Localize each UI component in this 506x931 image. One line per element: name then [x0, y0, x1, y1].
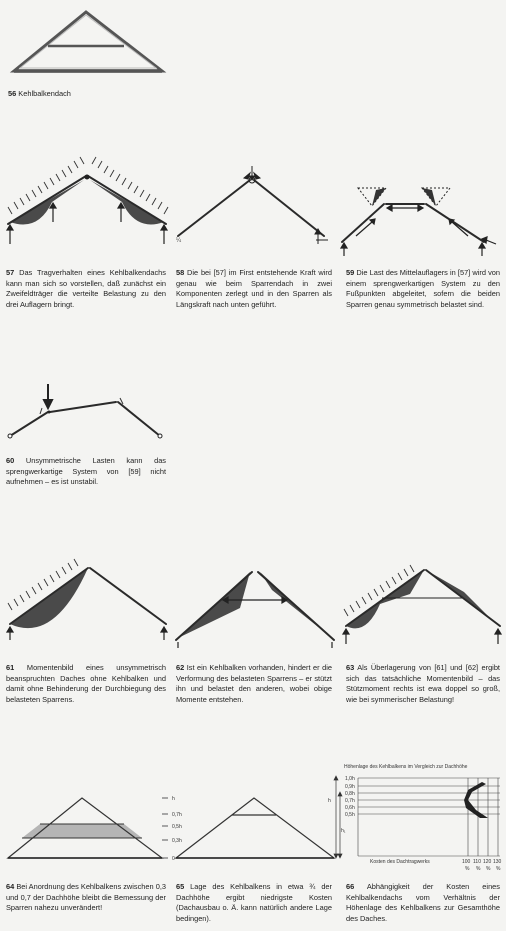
caption-59: 59 Die Last des Mittelauflagers in [57] wird von einem sprengwerkartigen System zu den Fußpunkten abgeleitet, sofern die beiden Sparren genau symmetrisch belastet sind.: [346, 268, 500, 309]
label-h: h: [172, 796, 175, 802]
fig58-label: ¼: [176, 238, 182, 244]
fig66-xunit: %: [486, 866, 491, 872]
fig66-ytick: 0,6h: [345, 805, 355, 811]
figure-63: [340, 560, 506, 646]
figure-60: [4, 380, 172, 444]
figure-61: [4, 560, 172, 642]
fig66-xunit: %: [465, 866, 470, 872]
fig66-axis-h: h: [328, 798, 331, 804]
caption-61: 61 Momentenbild eines unsymmetrisch beanspruchten Daches ohne Kehlbalken und damit ohne Behinderung der Durchbiegung des belasteten Sparrens.: [6, 663, 167, 704]
caption-57: 57 Das Tragverhalten eines Kehlbalkendachs kann man sich so vorstellen, daß zunächst ein Zweifeldträger die verteilte Belastung zu den drei Auflagern bringt.: [6, 268, 166, 309]
fig66-xunit: %: [496, 866, 501, 872]
label-07h: 0,7h: [172, 812, 182, 818]
caption-65: 65 Lage des Kehlbalkens in etwa ¾ der Dachhöhe ergibt niedrigste Kosten (Dachausbau o. Ä. kann natürlich andere Lage bedingen).: [176, 882, 333, 923]
figure-57: [4, 152, 170, 252]
caption-66: 66 Abhängigkeit der Kosten eines Kehlbalkendachs vom Verhältnis der Höhenlage des Kehlbalkens zur Gesamthöhe des Daches.: [346, 882, 500, 923]
fig66-title: Höhenlage des Kehlbalkens im Vergleich zur Dachhöhe: [344, 764, 468, 770]
fig66-xtick: 120: [483, 859, 492, 865]
figure-65: [172, 794, 340, 860]
label-zero: 0: [172, 856, 175, 862]
fig66-ytick: 0,9h: [345, 784, 355, 790]
caption-56: 56 Kehlbalkendach: [8, 89, 71, 98]
figure-64: [4, 790, 194, 860]
figure-59: [336, 178, 504, 258]
caption-63: 63 Als Überlagerung von [61] und [62] ergibt sich das tatsächliche Momentenbild – das Stützmoment rechts ist ewa doppel so groß, wie bei symmerischer Belastung!: [346, 663, 500, 704]
caption-58: 58 Die bei [57] im First entstehende Kraft wird genau wie beim Sparrendach in zwei Komponenten zerlegt und in den Sparren als Längskraft nach unten geführt.: [176, 268, 332, 309]
fig66-ytick: 1,0h: [345, 776, 355, 782]
caption-64: 64 Bei Anordnung des Kehlbalkens zwischen 0,3 und 0,7 der Dachhöhe bleibt die Bemessung der Sparren nahezu unverändert!: [6, 882, 166, 913]
figure-62: [172, 568, 340, 648]
fig66-axis-h1: h₁: [341, 828, 346, 834]
caption-62: 62 Ist ein Kehlbalken vorhanden, hindert er die Verformung des belasteten Sparrens – er stützt ihn und belastet den anderen, wobei obige Momente entstehen.: [176, 663, 332, 704]
fig66-xlabel: Kosten des Dachtragwerks: [370, 859, 430, 865]
fig66-xtick: 110: [473, 859, 481, 865]
caption-60: 60 Unsymmetrische Lasten kann das sprengwerkartige System von [59] nicht aufnehmen – es ist unstabil.: [6, 456, 166, 487]
fig66-ytick: 0,8h: [345, 791, 355, 797]
label-05h: 0,5h: [172, 824, 182, 830]
figure-66: [328, 762, 506, 874]
figure-56-kehlbalkendach: [8, 4, 168, 84]
fig66-ytick: 0,7h: [345, 798, 355, 804]
fig66-xtick: 130: [493, 859, 502, 865]
figure-58: [172, 160, 332, 250]
fig66-xtick: 100: [462, 859, 471, 865]
fig66-xunit: %: [476, 866, 481, 872]
label-03h: 0,3h: [172, 838, 182, 844]
fig66-ytick: 0,5h: [345, 812, 355, 818]
